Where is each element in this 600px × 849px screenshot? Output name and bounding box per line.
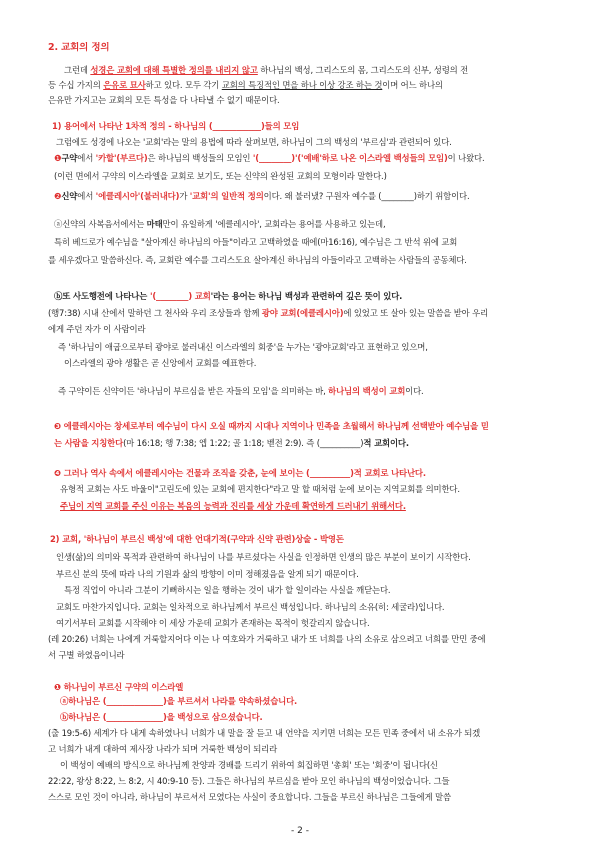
text: 등 수십 가지의: [48, 80, 104, 90]
intro-line-1: [64, 64, 600, 76]
emphasis: '교회'의 일반적 정의: [189, 191, 264, 201]
s3-item-b: ⓑ하나님은 (______________)을 백성으로 삼으셨습니다.: [60, 712, 263, 722]
emphasis: 은유로 묘사: [103, 80, 146, 90]
text: 그런데: [64, 65, 91, 75]
s3-line-4: 22:22, 왕상 8:22, 느 8:2, 시 40:9-10 등). 그들은 하나님의 부르심을 받아 모인 하나님의 백성이었습니다. 그들: [48, 776, 450, 786]
s1-line-9: [48, 307, 600, 319]
text: 즉 구약이든 신약이든 '하나님이 부르심을 받은 자들의 모임'을 의미하는 바,: [58, 386, 329, 396]
point-4-line-1: [54, 467, 600, 479]
s2-line-4: 교회도 마찬가지입니다. 교회는 일차적으로 하나님께서 부르신 백성입니다. 하나님의 소유(히: 세굴라)입니다.: [56, 602, 445, 612]
point-3-line-1: [54, 420, 600, 432]
point-3-line-2: [54, 437, 600, 449]
emphasis: 에클레시아는 창세로부터 예수님이 다시 오실 때까지 시대나 지역이나 민족을 초월해서 하나님께 선택받아 예수님을 믿: [63, 421, 489, 431]
s1-line-6: 특히 베드로가 예수님을 "살아계신 하나님의 아들"이라고 고백하였을 때에(마16:16), 예수님은 그 반석 위에 교회: [54, 237, 458, 247]
text: 은 하나님의 백성들의 모임인: [147, 153, 253, 163]
text: 구약: [61, 153, 78, 163]
text: 이다. 왜 불러냈? 구원자 예수를 (________)하기 위함이다.: [263, 191, 470, 201]
subsection-1-title: 1) 용어에서 나타난 1차적 정의 - 하나님의 (____________)들의 모임: [52, 121, 300, 131]
intro-line-2: [48, 79, 600, 91]
underlined-text: 교회의 특징적인 면을 하나 이상 강조 하는 것: [221, 80, 383, 90]
number-icon: ❹: [54, 468, 61, 478]
text: 에서: [77, 191, 96, 201]
s3-line-1: (출 19:5-6) 세계가 다 내게 속하였나니 너희가 내 말을 잘 듣고 내 언약을 지키면 너희는 모든 민족 중에서 내 소유가 되겠: [48, 728, 481, 738]
emphasis: 광야 교회(에클레시아): [261, 308, 344, 318]
s1-line-10: 에게 주던 자가 이 사람이라: [48, 324, 146, 334]
s3-line-5: 스스로 모인 것이 아니라, 하나님이 부르셔서 모였다는 사실이 중요합니다. 그들을 부르신 하나님은 그들에게 말씀: [48, 792, 451, 802]
s3-item-a: ⓐ하나님은 (______________)을 부르셔서 나라를 약속하셨습니다.: [60, 696, 298, 706]
emphasis: '(________) 교회: [149, 291, 211, 301]
text: 하나님의 백성, 그리스도의 몸, 그리스도의 신부, 성령의 전: [257, 65, 469, 75]
s3-line-3: 이 백성이 예배의 방식으로 하나님께 찬양과 경배를 드리기 위하여 회집하면 '총회' 또는 '회중'이 됩니다(신: [60, 760, 438, 770]
s2-line-6: (레 20:26) 너희는 나에게 거룩할지어다 이는 나 여호와가 거룩하고 내가 또 너희를 나의 소유로 삼으려고 너희를 만민 중에: [48, 634, 486, 644]
s2-line-5: 여기서부터 교회를 시작해야 이 세상 가운데 교회가 존재하는 목적이 헛갈리지 않습니다.: [56, 618, 370, 628]
number-icon: ❸: [54, 421, 61, 431]
s2-line-1: 인생(삶)의 의미와 목적과 관련하여 하나님이 나를 부르셨다는 사실을 인정하면 인생의 많은 부분이 보이기 시작한다.: [56, 552, 471, 562]
s2-line-2: 부르신 분의 뜻에 따라 나의 기원과 삶의 방향이 이미 정해졌음을 알게 되기 때문이다.: [56, 569, 359, 579]
point-4-line-3: 주님이 지역 교회를 주신 이유는 복음의 능력과 진리를 세상 가운데 확연하게 드러내기 위해서다.: [60, 501, 406, 511]
text: (행7:38) 시내 산에서 말하던 그 천사와 우리 조상들과 함께: [48, 308, 262, 318]
emphasis: 그러나 역사 속에서 에클레시아는 건물과 조직을 갖춘, 눈에 보이는 (__________)적 교회로 나타난다.: [63, 468, 426, 478]
text: 에서: [77, 153, 96, 163]
text: 하고 있다. 모두 각기: [145, 80, 222, 90]
text: 사도행전에 나타나는: [72, 291, 150, 301]
s1-line-11: 즉 '하나님이 애굽으로부터 광야로 불러내신 이스라엘의 회중'을 누가는 '광야교회'라고 표현하고 있으며,: [58, 342, 428, 352]
number-icon: ❷: [54, 191, 62, 201]
emphasis: 하나님의 백성이 교회: [328, 386, 406, 396]
emphasis: '카할'(부르다): [95, 153, 148, 163]
section-heading: 2. 교회의 정의: [48, 42, 110, 53]
s1-line-2: [54, 152, 600, 164]
s2-line-3: 특정 직업이 아니라 그분이 기뻐하시는 일을 행하는 것이 내가 할 일이라는 사실을 깨닫는다.: [64, 585, 391, 595]
number-icon: ❶: [54, 153, 62, 163]
text: 마태: [146, 219, 163, 229]
text: 적 교회이다.: [363, 438, 409, 448]
intro-line-3: 은유만 가지고는 교회의 모든 특성을 다 나타낼 수 없기 때문이다.: [48, 95, 280, 105]
emphasis: 는 사람을 지칭한다: [54, 438, 124, 448]
s1-line-12: 이스라엘의 광야 생활은 곧 신앙에서 교회를 예표한다.: [64, 358, 257, 368]
subsection-3-title: ❶ 하나님이 부르신 구약의 이스라엘: [54, 682, 184, 692]
s1-line-4: [54, 190, 600, 202]
text: 만이 유일하게 '에클레시아', 교회라는 용어를 사용하고 있는데,: [162, 219, 386, 229]
text: 이 나왔다.: [447, 153, 485, 163]
s1-line-1: 그럼에도 성경에 나오는 '교회'라는 말의 용법에 따라 살펴보면, 하나님이 그의 백성의 '부르심'과 관련되어 있다.: [56, 137, 452, 147]
s1-line-5: [54, 218, 600, 230]
text: '라는 용어는 하나님 백성과 관련하여 깊은 뜻이 있다.: [210, 291, 403, 301]
text: 가: [179, 191, 190, 201]
subsection-2-title: 2) 교회, '하나님이 부르신 백성'에 대한 언대기적(구약과 신약 관련)상술 - 박영돈: [50, 534, 344, 544]
s2-line-7: 서 구별 하였음이니라: [48, 650, 125, 660]
text: ⓑ또: [54, 291, 73, 301]
s1-line-8: [54, 290, 600, 302]
s3-line-2: 고 너희가 내게 대하여 제사장 나라가 되며 거룩한 백성이 되리라: [48, 744, 278, 754]
text: 에 있었고 또 살아 있는 말씀을 받아 우리: [343, 308, 489, 318]
text: 신약: [61, 191, 78, 201]
page-number: - 2 -: [291, 826, 309, 836]
text: 이며 어느 하나의: [382, 80, 443, 90]
s1-line-13: [58, 385, 600, 397]
point-4-line-2: 유형적 교회는 사도 바울이"고린도에 있는 교회에 편지한다"라고 말 할 때처럼 눈에 보이는 지역교회를 의미한다.: [60, 484, 460, 494]
emphasis: '(________)'('예배'하로 나온 이스라엘 백성들의 모임): [252, 153, 448, 163]
text: ⓐ신약의 사복음서에서는: [54, 219, 147, 229]
emphasis: 성경은 교회에 대해 특별한 정의를 내리지 않고: [90, 65, 258, 75]
text: (마 16:18; 행 7:38; 엡 1:22; 골 1:18; 벧전 2:9). 즉 (__________): [123, 438, 364, 448]
text: 이다.: [405, 386, 424, 396]
emphasis: '에클레시아'(불러내다): [95, 191, 180, 201]
s1-line-3: (이런 면에서 구약의 이스라엘을 교회로 보기도, 또는 신약의 완성된 교회의 모형이라 말한다.): [54, 171, 387, 181]
s1-line-7: 를 세우겠다고 말씀하신다. 즉, 교회란 예수를 그리스도요 살아계신 하나님의 아들이라고 고백하는 사람들의 공동체다.: [48, 255, 467, 265]
